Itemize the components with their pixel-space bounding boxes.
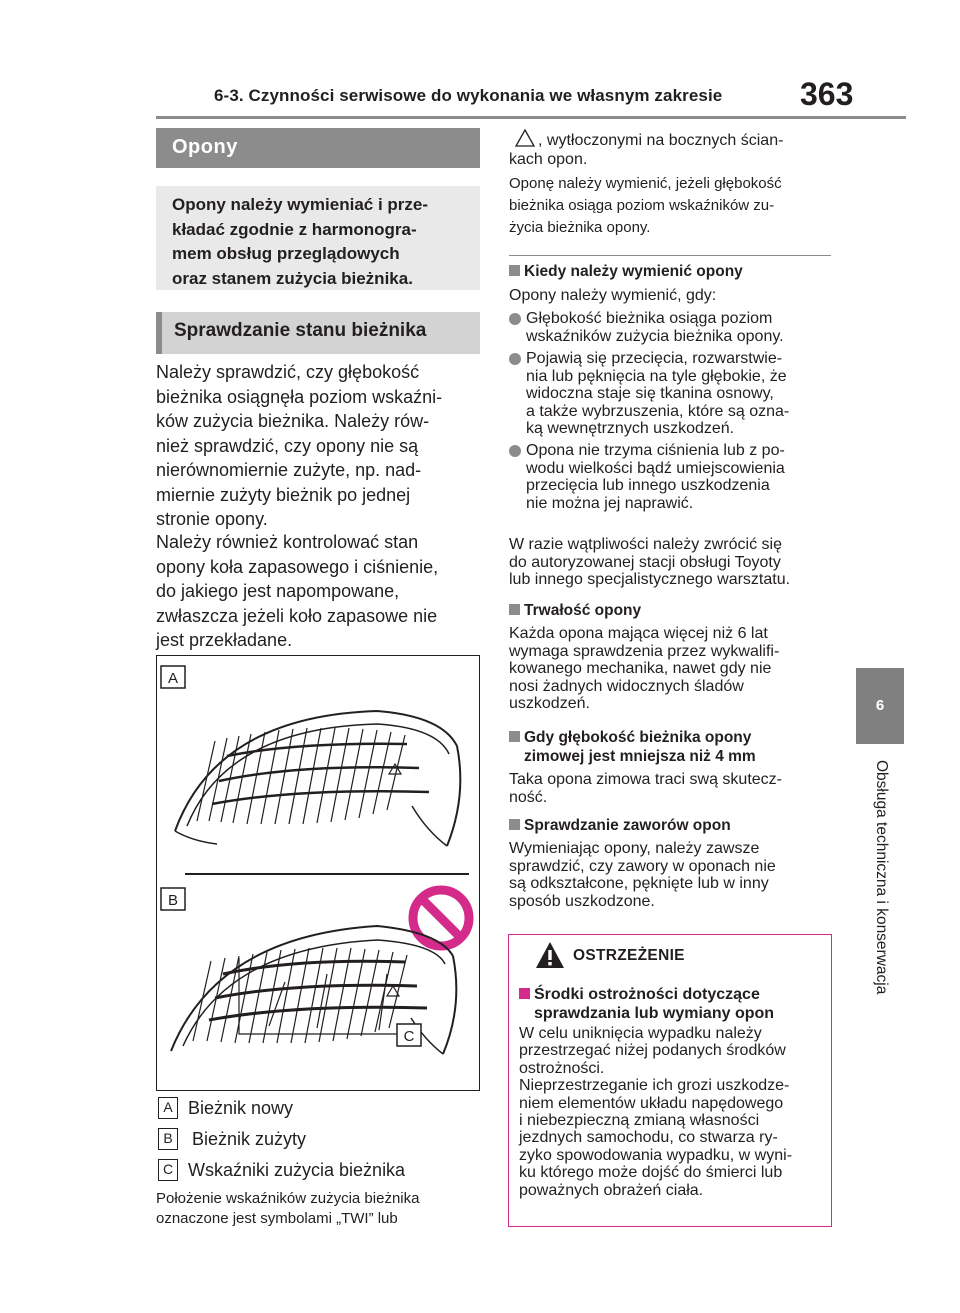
replace-intro: Opony należy wymienić, gdy: bbox=[509, 287, 717, 304]
legend-text: Bieżnik nowy bbox=[188, 1097, 294, 1118]
list-item bbox=[509, 310, 839, 345]
list-item bbox=[509, 442, 839, 512]
text-line: Taka opona zimowa traci swą skutecz- bbox=[509, 771, 782, 788]
tire-new bbox=[175, 711, 460, 846]
doubt-paragraph bbox=[509, 536, 839, 589]
text-line: nierównomiernie zużyte, np. nad- bbox=[156, 460, 422, 480]
text-line: Nieprzestrzeganie ich grozi uszkodze- bbox=[519, 1077, 790, 1095]
bullet-icon bbox=[509, 445, 521, 457]
text-line: kach opon. bbox=[509, 151, 588, 168]
valves-paragraph bbox=[509, 840, 839, 910]
chapter-label-text: Obsługa techniczna i konserwacja bbox=[873, 760, 890, 995]
text-line: jezdnych samochodu, co stwarza ry- bbox=[519, 1129, 778, 1147]
tread-wear-figure bbox=[156, 655, 480, 1091]
legend-letter: B bbox=[158, 1128, 178, 1150]
text-line: nież sprawdzić, czy opony nie są bbox=[156, 435, 419, 456]
text-line: zimowej jest mniejsza niż 4 mm bbox=[524, 748, 756, 765]
text-line: nosi żadnych widocznych śladów bbox=[509, 677, 744, 695]
text-line bbox=[509, 728, 839, 747]
text-line: do autoryzowanej stacji obsługi Toyoty bbox=[509, 553, 781, 571]
triangle-mark-icon bbox=[514, 129, 536, 147]
legend-letter: C bbox=[158, 1159, 178, 1181]
twi-intro bbox=[509, 129, 839, 239]
subsection-title: Sprawdzanie stanu bieżnika bbox=[156, 312, 480, 354]
figure-label-a: A bbox=[167, 670, 179, 687]
square-bullet-icon bbox=[509, 604, 520, 615]
legend-text: Bieżnik zużyty bbox=[192, 1128, 307, 1149]
warning-header bbox=[509, 935, 831, 979]
text-line: zyko spowodowania wypadku, w wyni- bbox=[519, 1146, 793, 1164]
text-line: miernie zużyty bieżnik po jednej bbox=[156, 484, 411, 505]
text-line: i niebezpieczną zmianą własności bbox=[519, 1112, 760, 1130]
warning-box bbox=[508, 934, 832, 1227]
text-line: Każda opona mająca więcej niż 6 lat bbox=[509, 625, 768, 642]
list-item bbox=[509, 350, 839, 438]
legend-text: Wskaźniki zużycia bieżnika bbox=[188, 1159, 406, 1180]
warning-icon bbox=[535, 941, 565, 969]
text-line: życia bieżnika opony. bbox=[509, 219, 651, 236]
lead-line: mem obsług przeglądowych bbox=[172, 244, 400, 263]
legend-item-a bbox=[158, 1097, 293, 1119]
text-line: W celu uniknięcia wypadku należy bbox=[519, 1025, 762, 1042]
text-line: niem elementów układu napędowego bbox=[519, 1094, 784, 1112]
chapter-tab: 6 bbox=[856, 668, 904, 744]
lead-line: Opony należy wymieniać i prze- bbox=[172, 195, 429, 214]
paragraph-spare-wheel bbox=[156, 530, 486, 653]
intro-first-line: , wytłoczonymi na bocznych ścian- bbox=[538, 132, 784, 149]
text-line: nia lub pęknięcia na tyle głębokie, że bbox=[526, 367, 787, 385]
column-divider bbox=[509, 255, 831, 256]
heading-when-replace bbox=[509, 262, 839, 281]
text-line bbox=[519, 985, 824, 1004]
text-line: Pojawią się przecięcia, rozwarstwie- bbox=[526, 350, 783, 367]
text-line: kowanego mechanika, nawet gdy nie bbox=[509, 660, 772, 677]
text-line: ką wewnętrznych uszkodzeń. bbox=[526, 420, 735, 437]
heading-durability bbox=[509, 601, 839, 620]
text-line: ostrożności. bbox=[519, 1059, 605, 1077]
heading-winter bbox=[509, 728, 839, 766]
warning-body bbox=[519, 1025, 827, 1199]
text-line: Należy sprawdzić, czy głębokość bbox=[156, 362, 420, 382]
text-line: bieżnika osiągnęła poziom wskaźni- bbox=[156, 386, 443, 407]
heading-text: Środki ostrożności dotyczące bbox=[534, 986, 760, 1003]
lead-line: oraz stanem zużycia bieżnika. bbox=[172, 268, 413, 288]
lead-line: kładać zgodnie z harmonogra- bbox=[172, 219, 417, 239]
square-bullet-icon bbox=[509, 731, 520, 742]
warning-heading bbox=[519, 985, 824, 1023]
text-line: sprawdzania lub wymiany opon bbox=[534, 1005, 775, 1022]
heading-text: Sprawdzanie zaworów opon bbox=[524, 817, 731, 834]
text-line: Wymieniając opony, należy zawsze bbox=[509, 840, 760, 857]
twi-note bbox=[156, 1189, 486, 1229]
text-line: wymaga sprawdzenia przez wykwalifi- bbox=[509, 642, 780, 660]
text-line: wodu wielkości bądź umiejscowienia bbox=[526, 459, 785, 477]
heading-text: Trwałość opony bbox=[524, 602, 642, 619]
text-line: wskaźników zużycia bieżnika opony. bbox=[526, 327, 784, 345]
text-line: Położenie wskaźników zużycia bieżnika bbox=[156, 1190, 420, 1207]
warning-title: OSTRZEŻENIE bbox=[573, 947, 685, 964]
text-line: Oponę należy wymienić, jeżeli głębokość bbox=[509, 175, 782, 192]
text-line: Należy również kontrolować stan bbox=[156, 532, 419, 552]
chapter-side-label bbox=[870, 760, 890, 1040]
text-line: ków zużycia bieżnika. Należy rów- bbox=[156, 411, 430, 431]
heading-valves bbox=[509, 816, 839, 835]
text-line: ku którego może dojść do śmierci lub bbox=[519, 1164, 783, 1182]
legend-item-c bbox=[158, 1159, 405, 1181]
page-number: 363 bbox=[800, 76, 854, 112]
text-line: widoczna staje się tkanina osnowy, bbox=[526, 385, 774, 402]
square-bullet-icon bbox=[509, 265, 520, 276]
text-line: zwłaszcza jeżeli koło zapasowe nie bbox=[156, 605, 438, 626]
text-line: bieżnika osiąga poziom wskaźników zu- bbox=[509, 197, 775, 214]
lead-box bbox=[156, 186, 480, 290]
legend-item-b bbox=[158, 1128, 306, 1150]
running-header: 6-3. Czynności serwisowe do wykonania we własnym zakresie bbox=[214, 86, 723, 105]
text-line: poważnych obrażeń ciała. bbox=[519, 1181, 704, 1199]
bullet-icon bbox=[509, 313, 521, 325]
heading-text: Gdy głębokość bieżnika opony bbox=[524, 729, 752, 746]
text-line: W razie wątpliwości należy zwrócić się bbox=[509, 536, 782, 553]
header-rule bbox=[156, 116, 906, 119]
figure-label-c: C bbox=[403, 1028, 415, 1045]
section-title: Opony bbox=[156, 128, 480, 168]
paragraph-tread-check bbox=[156, 360, 486, 532]
durability-paragraph bbox=[509, 625, 839, 713]
text-line: sprawdzić, czy zawory w oponach nie bbox=[509, 857, 776, 875]
text-line: stronie opony. bbox=[156, 509, 268, 529]
figure-label-b: B bbox=[167, 892, 179, 909]
square-bullet-icon bbox=[519, 988, 530, 999]
heading-text: Kiedy należy wymienić opony bbox=[524, 263, 743, 280]
legend-letter: A bbox=[158, 1097, 178, 1119]
text-line: ność. bbox=[509, 788, 548, 806]
text-line: Głębokość bieżnika osiąga poziom bbox=[526, 310, 773, 327]
prohibited-icon bbox=[413, 890, 469, 946]
text-line: przecięcia lub innego uszkodzenia bbox=[526, 477, 770, 494]
text-line: uszkodzeń. bbox=[509, 695, 590, 712]
text-line: sposób uszkodzone. bbox=[509, 892, 655, 910]
square-bullet-icon bbox=[509, 819, 520, 830]
text-line bbox=[509, 129, 839, 150]
tire-illustration bbox=[157, 656, 481, 1092]
text-line: są odkształcone, pęknięte lub w inny bbox=[509, 875, 769, 892]
winter-paragraph bbox=[509, 771, 839, 806]
bullet-icon bbox=[509, 353, 521, 365]
text-line: lub innego specjalistycznego warsztatu. bbox=[509, 571, 791, 588]
text-line: do jakiego jest napompowane, bbox=[156, 581, 400, 601]
text-line: opony koła zapasowego i ciśnienie, bbox=[156, 556, 439, 577]
text-line: nie można jej naprawić. bbox=[526, 494, 694, 512]
text-line: a także wybrzuszenia, które są ozna- bbox=[526, 402, 790, 420]
text-line: przestrzegać niżej podanych środków bbox=[519, 1042, 786, 1060]
text-line: jest przekładane. bbox=[156, 630, 293, 650]
text-line: oznaczone jest symbolami „TWI” lub bbox=[156, 1210, 398, 1227]
text-line: Opona nie trzyma ciśnienia lub z po- bbox=[526, 442, 785, 459]
